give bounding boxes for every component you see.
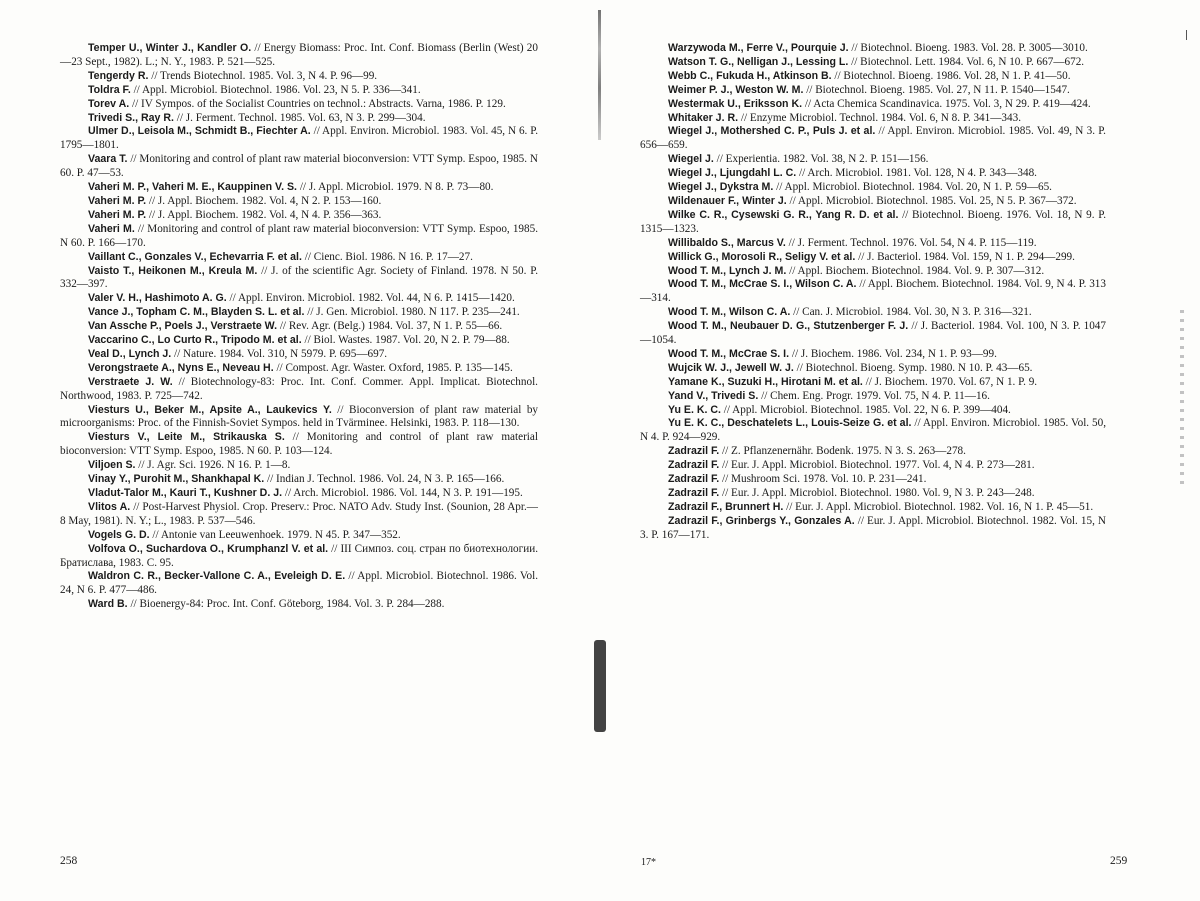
- reference-authors: Veal D., Lynch J.: [88, 347, 172, 360]
- left-page-references: [60, 42, 538, 612]
- reference-entry: [60, 362, 538, 376]
- reference-citation: // Cienc. Biol. 1986. N 16. P. 17—27.: [301, 250, 473, 263]
- reference-citation: // Monitoring and control of plant raw material bioconversion: VTT Symp. Espoo, 1985. N 60. P. 166—170.: [60, 222, 539, 249]
- reference-citation: // Rev. Agr. (Belg.) 1984. Vol. 37, N 1. P. 55—66.: [277, 320, 503, 333]
- reference-authors: Vaheri M. P., Vaheri M. E., Kauppinen V. S.: [88, 181, 298, 194]
- reference-authors: Zadrazil F.: [668, 473, 720, 486]
- reference-authors: Wilke C. R., Cysewski G. R., Yang R. D. et al.: [668, 208, 899, 221]
- reference-authors: Verongstraete A., Nyns E., Neveau H.: [88, 361, 274, 374]
- reference-entry: [640, 195, 1106, 209]
- reference-entry: [640, 404, 1106, 418]
- reference-authors: Temper U., Winter J., Kandler O.: [88, 42, 252, 54]
- reference-citation: // Arch. Microbiol. 1981. Vol. 128, N 4. P. 343—348.: [796, 167, 1037, 180]
- reference-entry: [640, 501, 1106, 515]
- reference-entry: [60, 98, 538, 112]
- reference-authors: Ulmer D., Leisola M., Schmidt B., Fiechter A.: [88, 125, 311, 138]
- reference-authors: Waldron C. R., Becker-Vallone C. A., Eveleigh D. E.: [88, 570, 346, 583]
- reference-citation: // Acta Chemica Scandinavica. 1975. Vol. 3, N 29. P. 419—424.: [802, 97, 1091, 110]
- reference-entry: [640, 167, 1106, 181]
- reference-authors: Wujcik W. J., Jewell W. J.: [668, 361, 794, 374]
- reference-authors: Weimer P. J., Weston W. M.: [668, 83, 804, 96]
- reference-entry: [640, 278, 1106, 306]
- reference-entry: [640, 417, 1106, 445]
- reference-authors: Vaheri M. P.: [88, 208, 147, 221]
- reference-authors: Webb C., Fukuda H., Atkinson B.: [668, 69, 832, 82]
- reference-citation: // Eur. J. Appl. Microbiol. Biotechnol. 1980. Vol. 9, N 3. P. 243—248.: [719, 487, 1035, 499]
- reference-citation: // J. Gen. Microbiol. 1980. N 117. P. 235—241.: [304, 306, 520, 319]
- reference-citation: // J. Appl. Biochem. 1982. Vol. 4, N 2. P. 153—160.: [146, 194, 382, 207]
- reference-citation: // Biotechnol. Bioeng. 1986. Vol. 28, N 1. P. 41—50.: [831, 69, 1071, 82]
- signature-mark: 17*: [641, 857, 656, 868]
- reference-citation: // J. Agr. Sci. 1926. N 16. P. 1—8.: [135, 459, 291, 472]
- left-page-number: 258: [60, 855, 78, 867]
- reference-citation: // J. Ferment. Technol. 1985. Vol. 63, N 3. P. 299—304.: [173, 111, 426, 124]
- reference-authors: Yu E. K. C., Deschatelets L., Louis-Seize G. et al.: [668, 417, 912, 430]
- reference-authors: Viesturs V., Leite M., Strikauska S.: [88, 431, 285, 444]
- reference-authors: Willibaldo S., Marcus V.: [668, 236, 786, 249]
- reference-entry: [640, 376, 1106, 390]
- reference-authors: Toldra F.: [88, 83, 131, 96]
- reference-authors: Wood T. M., McCrae S. I., Wilson C. A.: [668, 278, 857, 291]
- reference-citation: // Monitoring and control of plant raw material bioconversion: VTT Symp. Espoo, 1985. N 60. P. 47—53.: [60, 153, 538, 180]
- reference-citation: // Appl. Biochem. Biotechnol. 1984. Vol. 9. P. 307—312.: [786, 264, 1045, 277]
- reference-entry: [60, 292, 538, 306]
- page-edge-marks: [1180, 310, 1184, 490]
- reference-entry: [640, 487, 1106, 501]
- reference-entry: [60, 348, 538, 362]
- reference-citation: // J. Bacteriol. 1984. Vol. 100, N 3. P. 1047—1054.: [640, 320, 1106, 347]
- reference-entry: [640, 348, 1106, 362]
- reference-citation: // J. of the scientific Agr. Society of Finland. 1978. N 50. P. 332—397.: [60, 264, 538, 291]
- reference-entry: [60, 209, 538, 223]
- reference-citation: // Appl. Environ. Microbiol. 1983. Vol. 45, N 6. P. 1795—1801.: [60, 125, 538, 152]
- reference-citation: // Mushroom Sci. 1978. Vol. 10. P. 231—241.: [719, 473, 927, 486]
- reference-authors: Zadrazil F., Brunnert H.: [668, 500, 784, 513]
- reference-authors: Watson T. G., Nelligan J., Lessing L.: [668, 55, 849, 68]
- reference-authors: Yamane K., Suzuki H., Hirotani M. et al.: [668, 375, 863, 388]
- reference-entry: [60, 529, 538, 543]
- reference-entry: [60, 181, 538, 195]
- reference-citation: // Appl. Environ. Microbiol. 1982. Vol. 44, N 6. P. 1415—1420.: [226, 292, 515, 305]
- reference-citation: // Biol. Wastes. 1987. Vol. 20, N 2. P. 79—88.: [301, 334, 510, 347]
- reference-entry: [60, 125, 538, 153]
- reference-citation: // Biotechnol. Lett. 1984. Vol. 6, N 10. P. 667—672.: [848, 55, 1085, 68]
- reference-entry: [640, 445, 1106, 459]
- reference-entry: [640, 125, 1106, 153]
- gutter-shadow: [598, 10, 601, 140]
- reference-citation: // Appl. Environ. Microbiol. 1985. Vol. 50, N 4. P. 924—929.: [640, 417, 1106, 444]
- reference-citation: // Biotechnol. Bioeng. 1985. Vol. 27, N 11. P. 1540—1547.: [803, 83, 1070, 96]
- reference-authors: Westermak U., Eriksson K.: [668, 97, 803, 110]
- reference-authors: Van Assche P., Poels J., Verstraete W.: [88, 320, 278, 333]
- reference-citation: // J. Bacteriol. 1984. Vol. 159, N 1. P. 294—299.: [855, 250, 1075, 263]
- reference-citation: // Appl. Microbiol. Biotechnol. 1986. Vol. 23, N 5. P. 336—341.: [130, 83, 421, 96]
- right-page-number: 259: [1110, 855, 1128, 867]
- reference-citation: // Antonie van Leeuwenhoek. 1979. N 45. P. 347—352.: [149, 528, 401, 541]
- reference-citation: // Bioenergy-84: Proc. Int. Conf. Göteborg, 1984. Vol. 3. P. 284—288.: [127, 598, 445, 611]
- reference-authors: Wood T. M., Lynch J. M.: [668, 264, 787, 277]
- reference-entry: [640, 112, 1106, 126]
- reference-entry: [640, 153, 1106, 167]
- reference-authors: Ward B.: [88, 598, 128, 611]
- reference-entry: [60, 598, 538, 612]
- reference-citation: // Eur. J. Appl. Microbiol. Biotechnol. 1982. Vol. 16, N 1. P. 45—51.: [783, 500, 1094, 513]
- reference-citation: // Chem. Eng. Progr. 1979. Vol. 75, N 4. P. 11—16.: [758, 389, 990, 402]
- reference-authors: Whitaker J. R.: [668, 111, 739, 124]
- reference-entry: [60, 404, 538, 432]
- reference-citation: // J. Appl. Microbiol. 1979. N 8. P. 73—80.: [297, 181, 494, 194]
- reference-authors: Torev A.: [88, 97, 130, 110]
- reference-authors: Vladut-Talor M., Kauri T., Kushner D. J.: [88, 487, 283, 499]
- reference-authors: Zadrazil F., Grinbergs Y., Gonzales A.: [668, 514, 855, 527]
- reference-citation: // Appl. Microbiol. Biotechnol. 1985. Vol. 22, N 6. P. 399—404.: [720, 403, 1011, 416]
- reference-entry: [60, 251, 538, 265]
- reference-citation: // Appl. Microbiol. Biotechnol. 1986. Vol. 24, N 6. P. 477—486.: [60, 570, 538, 597]
- reference-authors: Vinay Y., Purohit M., Shankhapal K.: [88, 473, 265, 486]
- reference-entry: [640, 84, 1106, 98]
- reference-entry: [640, 209, 1106, 237]
- reference-entry: [60, 70, 538, 84]
- reference-citation: // Biotechnol. Bioeng. 1983. Vol. 28. P. 3005—3010.: [848, 42, 1088, 54]
- reference-authors: Vance J., Topham C. M., Blayden S. L. et al.: [88, 306, 305, 319]
- reference-entry: [60, 543, 538, 571]
- reference-citation: // III Симпоз. соц. стран по биотехнологии. Братислава, 1983. С. 95.: [60, 542, 539, 569]
- reference-authors: Yu E. K. C.: [668, 403, 721, 416]
- reference-authors: Viesturs U., Beker M., Apsite A., Laukevics Y.: [88, 403, 332, 416]
- reference-citation: // Enzyme Microbiol. Technol. 1984. Vol. 6, N 8. P. 341—343.: [738, 111, 1021, 124]
- reference-citation: // Biotechnology-83: Proc. Int. Conf. Commer. Appl. Implicat. Biotechnol. Northwood, 1983. P. 725—742.: [60, 375, 538, 402]
- reference-entry: [640, 459, 1106, 473]
- reference-citation: // Energy Biomass: Proc. Int. Conf. Biomass (Berlin (West) 20—23 Sept., 1982). L.; N. Y., 1983. P. 521—525.: [60, 42, 538, 68]
- reference-citation: // Compost. Agr. Waster. Oxford, 1985. P. 135—145.: [273, 361, 513, 374]
- reference-authors: Willick G., Morosoli R., Seligy V. et al.: [668, 250, 856, 263]
- reference-authors: Wood T. M., Wilson C. A.: [668, 306, 791, 319]
- reference-authors: Trivedi S., Ray R.: [88, 111, 174, 124]
- reference-entry: [640, 306, 1106, 320]
- reference-authors: Viljoen S.: [88, 459, 136, 472]
- reference-authors: Vaara T.: [88, 153, 128, 166]
- reference-authors: Vlitos A.: [88, 500, 131, 513]
- reference-citation: // Appl. Environ. Microbiol. 1985. Vol. 49, N 3. P. 656—659.: [640, 125, 1106, 152]
- reference-entry: [60, 320, 538, 334]
- reference-authors: Wood T. M., McCrae S. I.: [668, 347, 790, 360]
- reference-entry: [60, 306, 538, 320]
- reference-entry: [60, 487, 538, 501]
- reference-authors: Tengerdy R.: [88, 69, 149, 82]
- reference-entry: [60, 112, 538, 126]
- reference-citation: // Eur. J. Appl. Microbiol. Biotechnol. 1977. Vol. 4, N 4. P. 273—281.: [719, 459, 1035, 472]
- reference-authors: Vogels G. D.: [88, 528, 150, 541]
- reference-entry: [60, 223, 538, 251]
- reference-citation: // Z. Pflanzenernähr. Bodenk. 1975. N 3. S. 263—278.: [719, 445, 966, 458]
- reference-entry: [640, 251, 1106, 265]
- reference-entry: [60, 42, 538, 70]
- reference-authors: Zadrazil F.: [668, 445, 720, 458]
- reference-entry: [640, 56, 1106, 70]
- reference-citation: // J. Biochem. 1970. Vol. 67, N 1. P. 9.: [862, 375, 1038, 388]
- reference-authors: Vaisto T., Heikonen M., Kreula M.: [88, 264, 258, 277]
- reference-entry: [640, 265, 1106, 279]
- reference-citation: // Biotechnol. Bioeng. Symp. 1980. N 10. P. 43—65.: [793, 361, 1033, 374]
- reference-citation: // Nature. 1984. Vol. 310, N 5979. P. 695—697.: [171, 347, 388, 360]
- reference-citation: // Can. J. Microbiol. 1984. Vol. 30, N 3. P. 316—321.: [790, 306, 1032, 319]
- reference-citation: // Eur. J. Appl. Microbiol. Biotechnol. 1982. Vol. 15, N 3. P. 167—171.: [640, 514, 1106, 541]
- reference-citation: // J. Biochem. 1986. Vol. 234, N 1. P. 93—99.: [789, 347, 997, 360]
- reference-entry: [60, 473, 538, 487]
- reference-authors: Wiegel J., Dykstra M.: [668, 181, 774, 194]
- reference-citation: // J. Ferment. Technol. 1976. Vol. 54, N 4. P. 115—119.: [785, 236, 1037, 249]
- reference-entry: [640, 42, 1106, 56]
- reference-citation: // Appl. Biochem. Biotechnol. 1984. Vol. 9, N 4. P. 313—314.: [640, 278, 1106, 305]
- right-page-references: [640, 42, 1106, 543]
- reference-authors: Wiegel J., Mothershed C. P., Puls J. et al.: [668, 125, 876, 138]
- reference-citation: // Experientia. 1982. Vol. 38, N 2. P. 151—156.: [713, 153, 929, 166]
- reference-authors: Wiegel J., Ljungdahl L. C.: [668, 167, 797, 180]
- reference-citation: // J. Appl. Biochem. 1982. Vol. 4, N 4. P. 356—363.: [146, 208, 382, 221]
- ink-blot: [594, 640, 606, 732]
- reference-citation: // Monitoring and control of plant raw material bioconversion: VTT Symp. Espoo, 1985. N 60. P. 103—124.: [60, 431, 538, 458]
- reference-entry: [60, 334, 538, 348]
- reference-authors: Wood T. M., Neubauer D. G., Stutzenberger F. J.: [668, 320, 909, 333]
- reference-entry: [60, 376, 538, 404]
- reference-authors: Vaccarino C., Lo Curto R., Tripodo M. et al.: [88, 334, 302, 347]
- reference-citation: // Appl. Microbiol. Biotechnol. 1984. Vol. 20, N 1. P. 59—65.: [773, 181, 1052, 194]
- reference-entry: [60, 265, 538, 293]
- reference-entry: [60, 501, 538, 529]
- reference-citation: // Bioconversion of plant raw material by microorganisms: Proc. of the Finnish-Soviet Sympos. held in Tvärminee. Helsinki, 1983. P. 118—130.: [60, 403, 539, 430]
- reference-entry: [640, 390, 1106, 404]
- reference-authors: Vaillant C., Gonzales V., Echevarria F. et al.: [88, 250, 302, 263]
- reference-entry: [640, 98, 1106, 112]
- reference-authors: Verstraete J. W.: [88, 375, 173, 388]
- reference-entry: [60, 459, 538, 473]
- reference-entry: [640, 181, 1106, 195]
- reference-entry: [640, 515, 1106, 543]
- reference-citation: // Post-Harvest Physiol. Crop. Preserv.: Proc. NATO Adv. Study Inst. (Sounion, 28 Apr.—8 May, 1981). N. Y.; L., 1983. P. 537—546.: [60, 500, 538, 527]
- reference-authors: Wildenauer F., Winter J.: [668, 194, 787, 207]
- reference-authors: Zadrazil F.: [668, 487, 720, 499]
- reference-entry: [640, 320, 1106, 348]
- reference-authors: Yand V., Trivedi S.: [668, 389, 759, 402]
- reference-citation: // Indian J. Technol. 1986. Vol. 24, N 3. P. 165—166.: [264, 473, 505, 486]
- reference-entry: [640, 70, 1106, 84]
- reference-authors: Vaheri M.: [88, 222, 135, 235]
- reference-entry: [60, 84, 538, 98]
- reference-citation: // Arch. Microbiol. 1986. Vol. 144, N 3. P. 191—195.: [282, 487, 523, 499]
- reference-authors: Zadrazil F.: [668, 459, 720, 472]
- reference-entry: [60, 570, 538, 598]
- reference-entry: [60, 153, 538, 181]
- reference-citation: // Appl. Microbiol. Biotechnol. 1985. Vol. 25, N 5. P. 367—372.: [786, 194, 1077, 207]
- reference-authors: Vaheri M. P.: [88, 194, 147, 207]
- reference-authors: Wiegel J.: [668, 153, 714, 166]
- reference-authors: Warzywoda M., Ferre V., Pourquie J.: [668, 42, 849, 54]
- reference-authors: Valer V. H., Hashimoto A. G.: [88, 292, 227, 305]
- corner-mark: [1186, 30, 1187, 40]
- reference-entry: [640, 237, 1106, 251]
- reference-entry: [640, 362, 1106, 376]
- reference-entry: [640, 473, 1106, 487]
- reference-citation: // Trends Biotechnol. 1985. Vol. 3, N 4. P. 96—99.: [148, 69, 378, 82]
- reference-entry: [60, 195, 538, 209]
- reference-authors: Volfova O., Suchardova O., Krumphanzl V. et al.: [88, 542, 329, 555]
- reference-citation: // Biotechnol. Bioeng. 1976. Vol. 18, N 9. P. 1315—1323.: [640, 208, 1106, 235]
- reference-citation: // IV Sympos. of the Socialist Countries on technol.: Abstracts. Varna, 1986. P. 129.: [129, 97, 506, 110]
- reference-entry: [60, 431, 538, 459]
